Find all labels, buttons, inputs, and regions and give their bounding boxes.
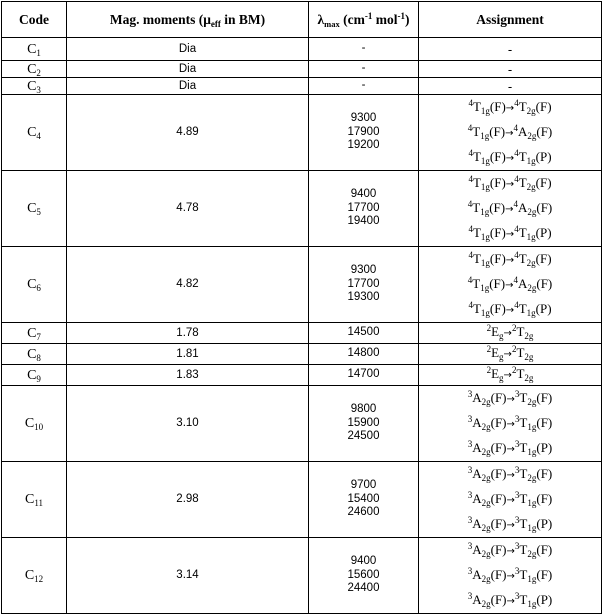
- table-row: [2, 538, 602, 614]
- lambda-value: 15900: [347, 416, 380, 429]
- lambda-value: -: [361, 42, 366, 55]
- cell-mag-moment: 4.89: [67, 95, 309, 171]
- lambda-value: 14500: [347, 326, 380, 339]
- arrow-icon: →: [506, 596, 515, 607]
- arrow-icon: →: [503, 370, 512, 381]
- table-row: [2, 171, 602, 247]
- cell-mag-moment: 4.78: [67, 171, 309, 247]
- transition-line: $^3A_{2g}(F)\to^3T_{1g}(P)$: [467, 439, 553, 457]
- cell-lambda-max: [309, 95, 419, 171]
- transition-line: $^2E_g\to^2T_{2g}$: [486, 344, 534, 362]
- transition-line: $^4T_{1g}(F)\to^4T_{2g}(F)$: [468, 250, 552, 268]
- lambda-value: 9300: [350, 264, 377, 277]
- transition-line: $^3A_{2g}(F)\to^3T_{2g}(F)$: [467, 465, 553, 483]
- arrow-icon: →: [506, 470, 515, 481]
- arrow-icon: →: [505, 179, 515, 190]
- transition-line: $^4T_{1g}(F)\to^4A_{2g}(F)$: [467, 275, 553, 293]
- arrow-icon: →: [506, 520, 515, 531]
- table-row: [2, 38, 602, 61]
- cell-code: $C_3$: [2, 78, 67, 95]
- arrow-icon: →: [505, 128, 514, 139]
- cell-lambda-max: [309, 171, 419, 247]
- lambda-value: 19400: [347, 215, 380, 228]
- table-row: [2, 386, 602, 462]
- lambda-value: -: [361, 79, 366, 92]
- lambda-value: 24400: [347, 582, 380, 595]
- cell-lambda-max: [309, 386, 419, 462]
- cell-code: $C_{10}$: [2, 386, 67, 462]
- data-table: [1, 1, 602, 614]
- cell-code: $C_5$: [2, 171, 67, 247]
- cell-lambda-max: [309, 323, 419, 344]
- table-row: [2, 365, 602, 386]
- cell-code: $C_{11}$: [2, 462, 67, 538]
- header-assignment: Assignment: [419, 2, 602, 38]
- transition-line: $^3A_{2g}(F)\to^3T_{1g}(P)$: [467, 591, 553, 609]
- arrow-icon: →: [506, 571, 515, 582]
- cell-lambda-max: [309, 61, 419, 78]
- arrow-icon: →: [503, 349, 512, 360]
- cell-mag-moment: 3.14: [67, 538, 309, 614]
- transition-line: $^4T_{1g}(F)\to^4A_{2g}(F)$: [467, 199, 553, 217]
- table-row: [2, 78, 602, 95]
- cell-lambda-max: [309, 38, 419, 61]
- transition-line: $^2E_g\to^2T_{2g}$: [486, 323, 534, 341]
- transition-line: $^4T_{1g}(F)\to^4A_{2g}(F)$: [467, 123, 553, 141]
- header-row: [2, 2, 602, 38]
- cell-lambda-max: [309, 538, 419, 614]
- lambda-value: 9400: [350, 555, 377, 568]
- cell-assignment: [419, 386, 602, 462]
- lambda-value: 9700: [350, 479, 377, 492]
- cell-code: $C_6$: [2, 247, 67, 323]
- cell-mag-moment: 3.10: [67, 386, 309, 462]
- lambda-value: 17900: [347, 125, 380, 138]
- transition-line: $^4T_{1g}(F)\to^4T_{2g}(F)$: [468, 98, 552, 116]
- table-wrapper: [1, 1, 602, 614]
- cell-lambda-max: [309, 247, 419, 323]
- cell-assignment: [419, 365, 602, 386]
- table-body: [2, 38, 602, 614]
- transition-line: $^4T_{1g}(F)\to^4T_{1g}(P)$: [468, 148, 552, 166]
- cell-mag-moment: 1.81: [67, 344, 309, 365]
- table-row: [2, 61, 602, 78]
- transition-line: $^4T_{1g}(F)\to^4T_{1g}(P)$: [468, 300, 552, 318]
- arrow-icon: →: [505, 153, 515, 164]
- cell-mag-moment: Dia: [67, 61, 309, 78]
- cell-assignment: [419, 538, 602, 614]
- header-mag-moments: Mag. moments ($\mu_{eff}$ in BM): [67, 2, 309, 38]
- transition-line: $^3A_{2g}(F)\to^3T_{1g}(F)$: [467, 414, 553, 432]
- arrow-icon: →: [505, 255, 515, 266]
- table-row: [2, 344, 602, 365]
- lambda-value: 15600: [347, 568, 380, 581]
- cell-mag-moment: 2.98: [67, 462, 309, 538]
- cell-lambda-max: [309, 344, 419, 365]
- lambda-value: 14800: [347, 347, 380, 360]
- cell-code: $C_4$: [2, 95, 67, 171]
- cell-assignment: [419, 171, 602, 247]
- arrow-icon: →: [506, 419, 515, 430]
- cell-mag-moment: 4.82: [67, 247, 309, 323]
- cell-code: $C_2$: [2, 61, 67, 78]
- lambda-value: 24600: [347, 506, 380, 519]
- cell-code: $C_{12}$: [2, 538, 67, 614]
- transition-line: $^4T_{1g}(F)\to^4T_{2g}(F)$: [468, 174, 552, 192]
- cell-code: $C_9$: [2, 365, 67, 386]
- cell-code: $C_7$: [2, 323, 67, 344]
- arrow-icon: →: [506, 444, 515, 455]
- transition-line: $^3A_{2g}(F)\to^3T_{2g}(F)$: [467, 389, 553, 407]
- transition-line: $^3A_{2g}(F)\to^3T_{1g}(F)$: [467, 566, 553, 584]
- table-row: [2, 323, 602, 344]
- lambda-value: -: [361, 62, 366, 75]
- cell-mag-moment: Dia: [67, 38, 309, 61]
- cell-assignment: [419, 462, 602, 538]
- lambda-value: 17700: [347, 277, 380, 290]
- cell-assignment: [419, 344, 602, 365]
- cell-assignment: [419, 95, 602, 171]
- cell-code: $C_8$: [2, 344, 67, 365]
- arrow-icon: →: [505, 204, 514, 215]
- table-row: [2, 462, 602, 538]
- table-row: [2, 247, 602, 323]
- lambda-value: 19300: [347, 291, 380, 304]
- cell-assignment: [419, 323, 602, 344]
- lambda-value: 17700: [347, 201, 380, 214]
- table-row: [2, 95, 602, 171]
- arrow-icon: →: [506, 495, 515, 506]
- cell-code: $C_1$: [2, 38, 67, 61]
- arrow-icon: →: [506, 394, 515, 405]
- arrow-icon: →: [506, 546, 515, 557]
- arrow-icon: →: [505, 103, 515, 114]
- arrow-icon: →: [503, 328, 512, 339]
- lambda-value: 9400: [350, 188, 377, 201]
- lambda-value: 15400: [347, 492, 380, 505]
- transition-line: $^4T_{1g}(F)\to^4T_{1g}(P)$: [468, 224, 552, 242]
- arrow-icon: →: [505, 229, 515, 240]
- arrow-icon: →: [505, 305, 515, 316]
- cell-mag-moment: Dia: [67, 78, 309, 95]
- cell-lambda-max: [309, 78, 419, 95]
- cell-assignment: -: [419, 61, 602, 78]
- transition-line: $^2E_g\to^2T_{2g}$: [486, 365, 534, 383]
- cell-mag-moment: 1.83: [67, 365, 309, 386]
- header-lambda-max: $\lambda_{max}$ ($cm^{-1}$ mol$^{-1}$): [309, 2, 419, 38]
- lambda-value: 19200: [347, 139, 380, 152]
- cell-assignment: [419, 247, 602, 323]
- cell-assignment: -: [419, 78, 602, 95]
- cell-mag-moment: 1.78: [67, 323, 309, 344]
- lambda-value: 24500: [347, 430, 380, 443]
- lambda-value: 9300: [350, 112, 377, 125]
- cell-lambda-max: [309, 365, 419, 386]
- transition-line: $^3A_{2g}(F)\to^3T_{2g}(F)$: [467, 541, 553, 559]
- cell-lambda-max: [309, 462, 419, 538]
- lambda-value: 9800: [350, 403, 377, 416]
- transition-line: $^3A_{2g}(F)\to^3T_{1g}(P)$: [467, 515, 553, 533]
- transition-line: $^3A_{2g}(F)\to^3T_{1g}(F)$: [467, 490, 553, 508]
- arrow-icon: →: [505, 280, 514, 291]
- header-code: Code: [2, 2, 67, 38]
- lambda-value: 14700: [347, 368, 380, 381]
- cell-assignment: -: [419, 38, 602, 61]
